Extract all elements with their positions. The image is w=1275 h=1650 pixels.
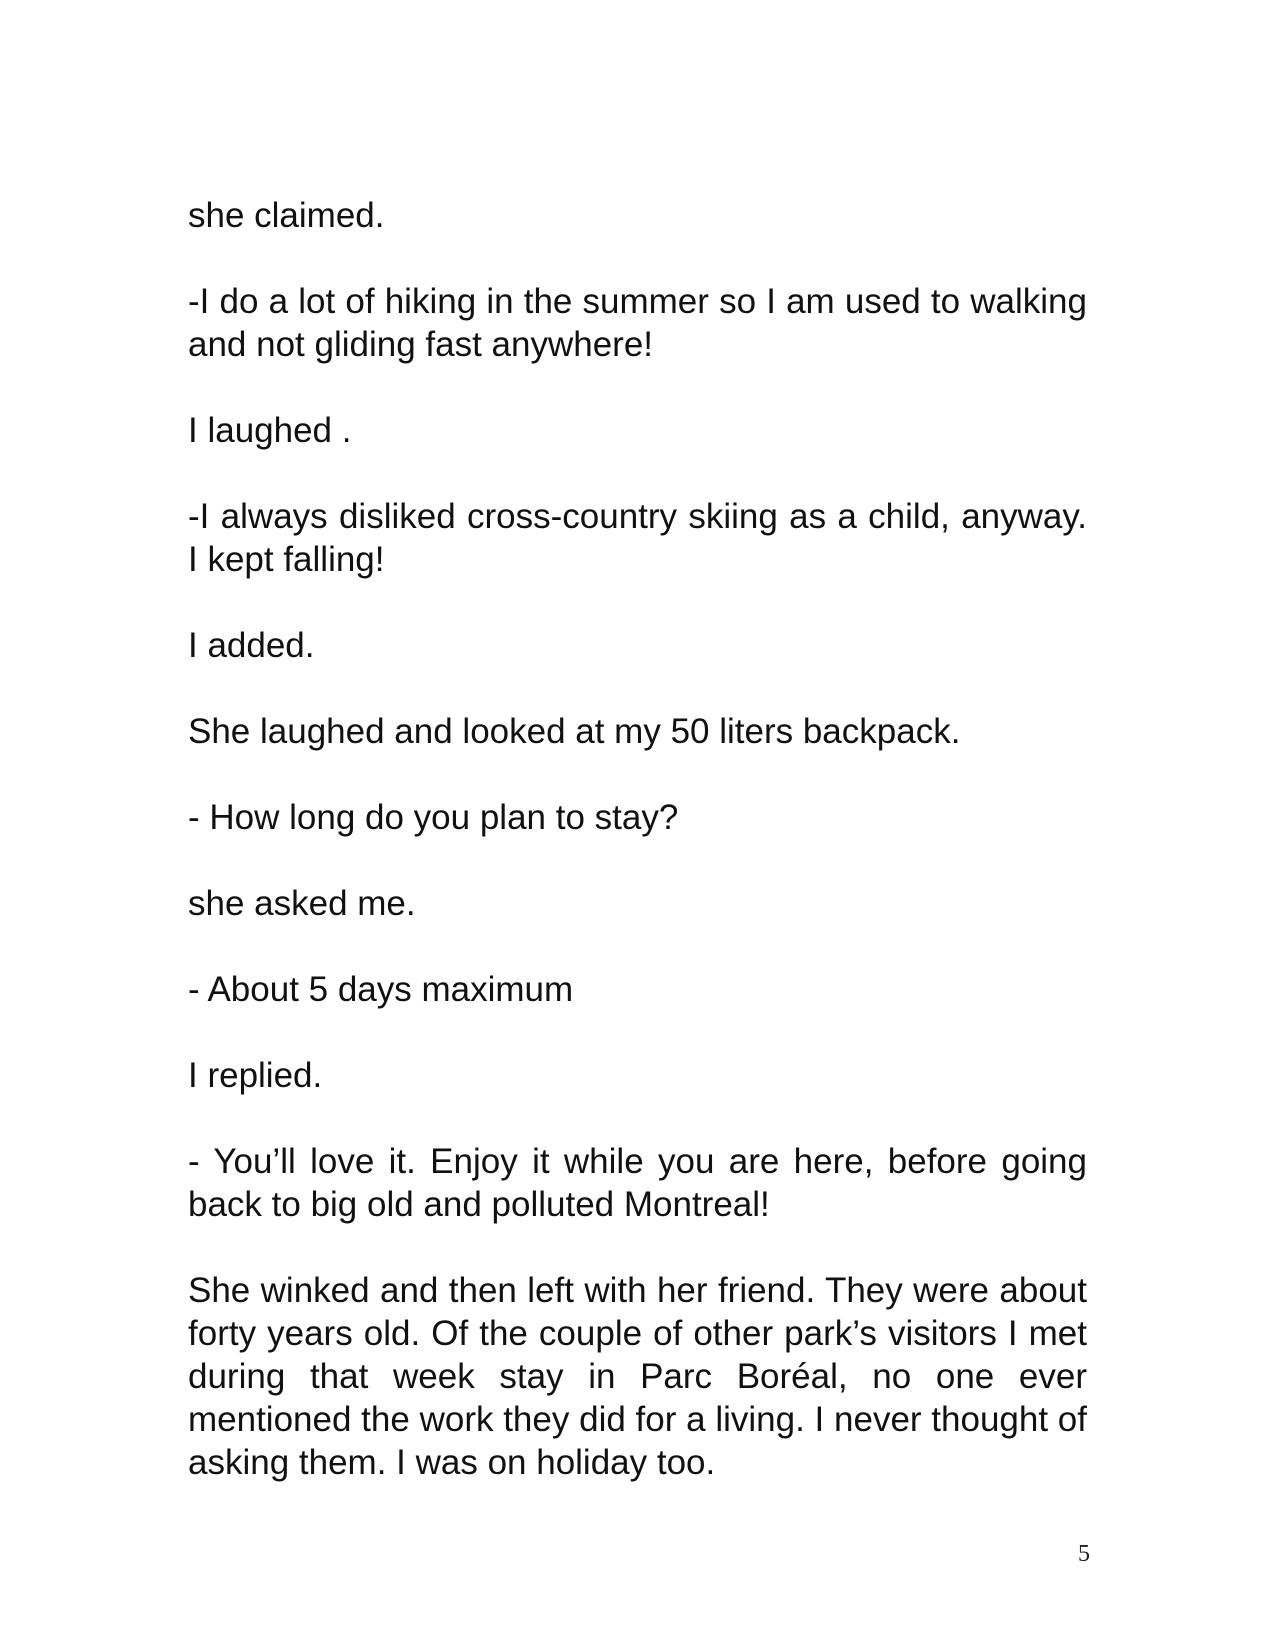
paragraph-skiing: -I always disliked cross-country skiing as a child, anyway. I kept falling! (188, 497, 1087, 579)
paragraph-hiking: -I do a lot of hiking in the summer so I am used to walking and not gliding fast anywhere! (188, 282, 1087, 364)
paragraph-she-asked: she asked me. (188, 884, 416, 923)
paragraph-backpack: She laughed and looked at my 50 liters backpack. (188, 712, 961, 751)
paragraph-she-winked: She winked and then left with her friend. They were about forty years old. Of the couple of other park’s visitors I met during that week stay in Parc Boréal, no one ever mentioned the work they did for a living. I never thought of asking them. I was on holiday too. (188, 1271, 1087, 1482)
paragraph-she-claimed: she claimed. (188, 196, 385, 235)
paragraph-i-replied: I replied. (188, 1056, 323, 1095)
paragraph-how-long: - How long do you plan to stay? (188, 798, 679, 837)
body-text (188, 194, 1087, 1527)
paragraph-i-added: I added. (188, 626, 315, 665)
paragraph-five-days: - About 5 days maximum (188, 970, 574, 1009)
paragraph-love-it: - You’ll love it. Enjoy it while you are here, before going back to big old and polluted Montreal! (188, 1142, 1087, 1224)
page-number: 5 (1078, 1541, 1090, 1567)
paragraph-i-laughed: I laughed . (188, 411, 352, 450)
